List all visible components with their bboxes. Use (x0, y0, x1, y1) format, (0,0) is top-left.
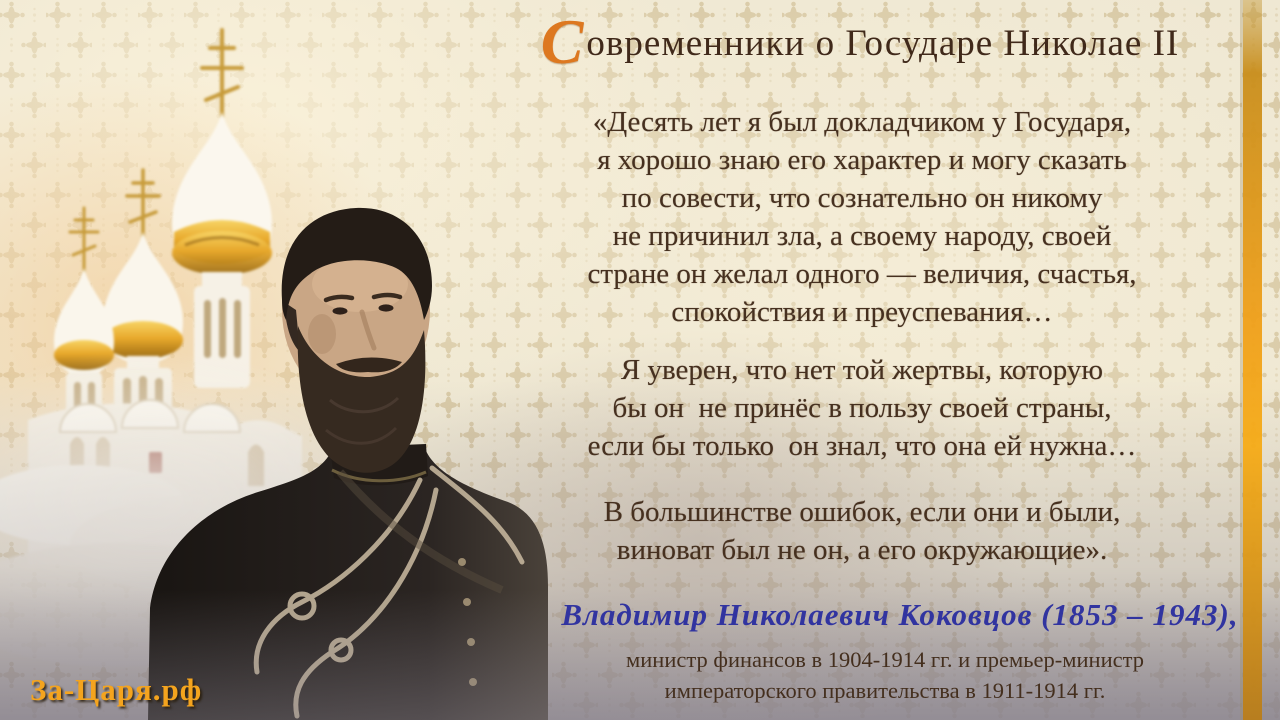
attribution-role-line: министр финансов в 1904-1914 гг. и премьер-министр (626, 647, 1144, 672)
quote-line: не причинил зла, а своему народу, своей (612, 220, 1112, 252)
quote-line: стране он желал одного — величия, счастья, (587, 258, 1137, 290)
quote-paragraph (462, 351, 1262, 465)
quote-paragraph (462, 103, 1262, 331)
attribution-name: Владимир Николаевич Коковцов (1853 – 1943), (561, 597, 1239, 632)
quote-line: В большинстве ошибок, если они и были, (603, 496, 1121, 528)
quote-line: если бы только он знал, что она ей нужна… (587, 430, 1137, 462)
quote-line: спокойствия и преуспевания… (671, 296, 1053, 328)
attribution-role-line: императорского правительства в 1911-1914 гг. (664, 678, 1106, 703)
quote-block (462, 103, 1262, 569)
site-watermark: За-Царя.рф (30, 672, 203, 707)
page-title: Современники о Государе Николае II (540, 6, 1180, 77)
quote-line: бы он не принёс в пользу своей страны, (612, 392, 1112, 424)
quote-paragraph (462, 493, 1262, 569)
quote-line: я хорошо знаю его характер и могу сказать (597, 144, 1127, 176)
quote-line: Я уверен, что нет той жертвы, которую (620, 354, 1104, 386)
quote-line: «Десять лет я был докладчиком у Государя, (592, 106, 1132, 138)
quote-line: виноват был не он, а его окружающие». (616, 534, 1108, 566)
quote-line: по совести, что сознательно он никому (621, 182, 1103, 214)
attribution-role (520, 644, 1250, 706)
page-title-text: овременники о Государе Николае II (586, 23, 1180, 64)
